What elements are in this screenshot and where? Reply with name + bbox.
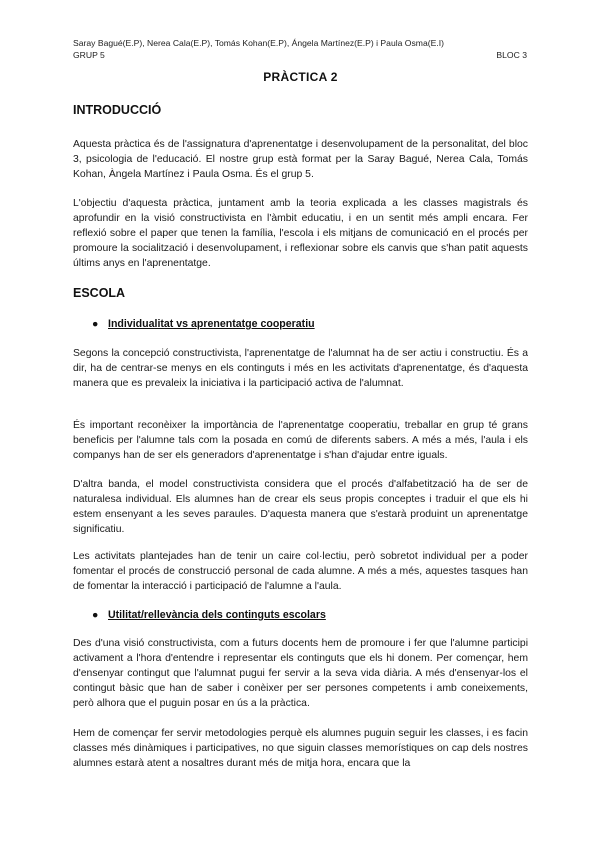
paragraph-ind-4: Les activitats plantejades han de tenir un caire col·lectiu, però sobretot individual per a poder fomentar el procés de construcció personal de cada alumne. A més a més, aquestes tasques han de fomentar la interacció i participació de l'alumne a l'aula. [73,551,528,592]
paragraph-intro-1: Aquesta pràctica és de l'assignatura d'aprenentatge i desenvolupament de la personalitat, del bloc 3, psicologia de l'educació. El nostre grup està format per la Saray Bagué, Nerea Cala, Tomás Kohan, Àngela Martínez i Paula Osma. És el grup 5. [73,139,528,180]
section-heading-intro: INTRODUCCIÓ [73,103,162,117]
paragraph-ind-1: Segons la concepció constructivista, l'aprenentatge de l'alumnat ha de ser actiu i constructiu. És a dir, ha de centrar-se menys en els continguts i més en les activitats d'aprenentatge, és d'aquesta manera que es prevaleix la iniciativa i la participació activa de l'alumnat. [73,348,528,389]
bullet-heading: Individualitat vs aprenentatge cooperatiu [108,318,315,330]
bullet-individualitat [92,318,315,330]
paragraph-util-1: Des d'una visió constructivista, com a futurs docents hem de promoure i fer que l'alumne participi activament a l'hora d'entendre i representar els continguts que els hi donem. Per començar, hem d'ensenyar contingut que l'alumnat pugui fer servir a la seva vida diària. A més d'ensenyar-los el contingut bàsic que han de saber i conèixer per ser persones competents i amb coneixements, però alhora que el puguin posar en ús a la pràctica. [73,638,528,709]
header-block: BLOC 3 [496,50,527,60]
bullet-marker: ● [92,318,99,330]
header-authors: Saray Bagué(E.P), Nerea Cala(E.P), Tomás Kohan(E.P), Ángela Martínez(E.P) i Paula Osma(E.I) [73,38,444,48]
bullet-marker: ● [92,609,99,621]
page-title: PRÀCTICA 2 [263,70,338,84]
section-heading-school: ESCOLA [73,286,126,300]
paragraph-ind-2: És important reconèixer la importància de l'aprenentatge cooperatiu, treballar en grup té grans beneficis per l'alumne tals com la posada en comú de diferents sabers. A més a més, l'aula i els companys han de ser els generadors d'aprenentatge i s'han d'ajudar entre iguals. [73,420,528,461]
paragraph-intro-2: L'objectiu d'aquesta pràctica, juntament amb la teoria explicada a les classes magistrals és aprofundir en la visió constructivista en l'àmbit educatiu, i en un sentit més ampli encara. Fer reflexió sobre el paper que tenen la família, l'escola i els mitjans de comunicació en el procés per promoure la socialització i desenvolupament, i reflexionar sobre els canvis que s'han patit aquests últims anys en l'aprenentatge. [73,198,528,269]
bullet-utilitat [92,609,326,621]
paragraph-util-2: Hem de començar fer servir metodologies perquè els alumnes puguin seguir les classes, i es facin classes més dinàmiques i participatives, no que siguin classes memorístiques on cap dels nostres alumnes estarà atent a nosaltres durant més de mitja hora, encara que la [73,728,528,769]
header-group: GRUP 5 [73,50,105,60]
bullet-heading: Utilitat/rellevància dels continguts escolars [108,609,326,621]
paragraph-ind-3: D'altra banda, el model constructivista considera que el procés d'alfabetització ha de ser de naturalesa individual. Els alumnes han de crear els seus propis conceptes i traduir el que els hi estem ensenyant a les seves paraules. D'aquesta manera que s'estarà produint un aprenentatge significatiu. [73,479,528,535]
